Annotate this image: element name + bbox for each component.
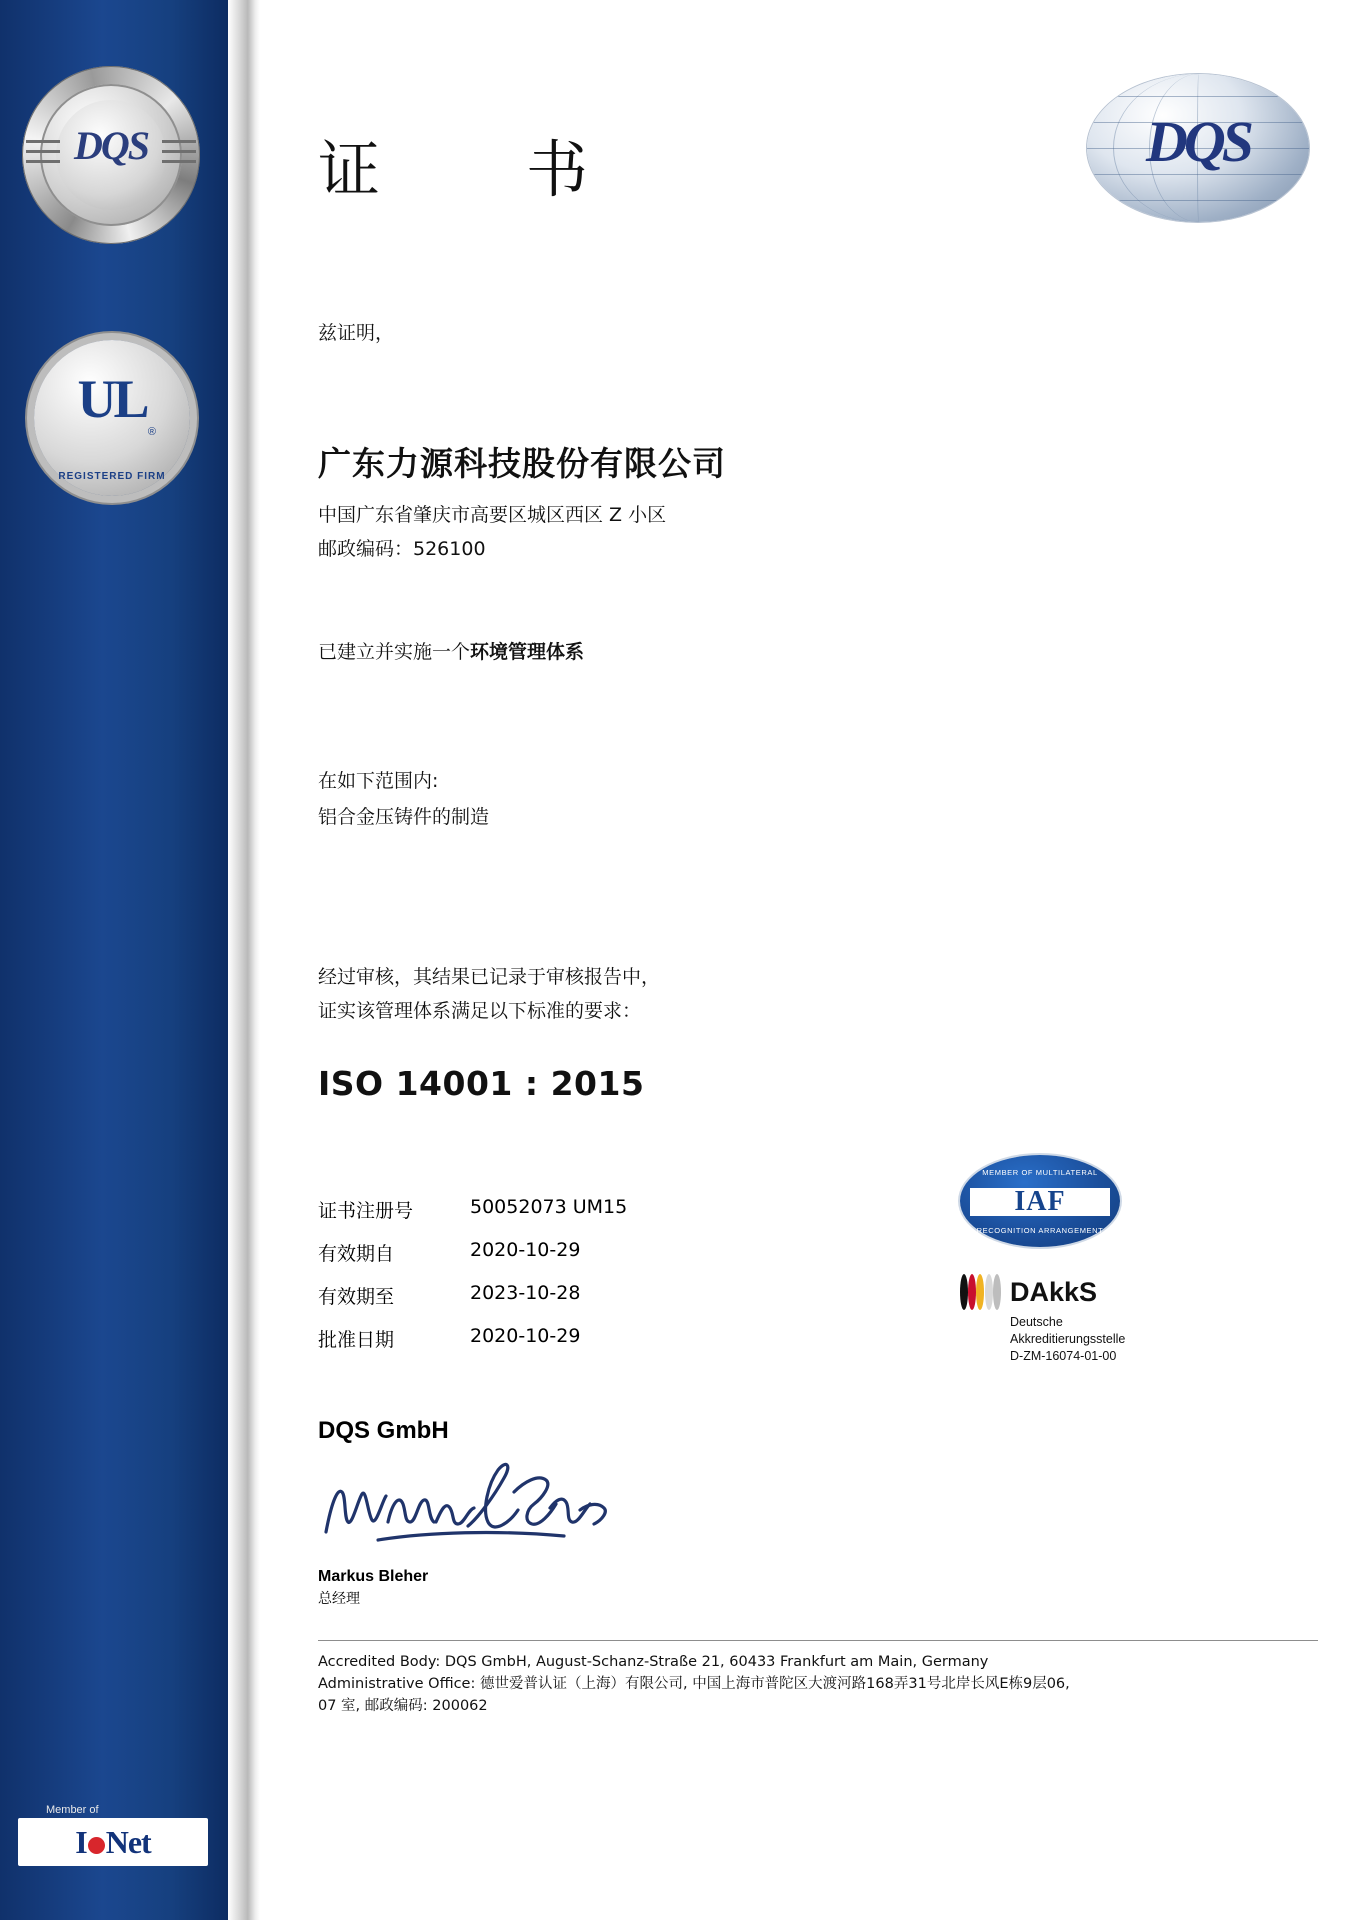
iqnet-logo xyxy=(18,1804,208,1868)
ul-arc-text: REGISTERED FIRM xyxy=(58,471,166,482)
iqnet-wordmark xyxy=(75,1824,150,1861)
company-postal-code: 邮政编码：526100 xyxy=(318,538,486,560)
dakks-logo xyxy=(960,1270,1180,1365)
globe-wordmark: DQS xyxy=(1145,109,1251,174)
iaf-wordmark: IAF xyxy=(1014,1186,1066,1217)
page-title: 证 书 xyxy=(318,133,631,206)
footer-administrative-office-cont: 07 室, 邮政编码: 200062 xyxy=(318,1697,488,1714)
iaf-logo xyxy=(960,1155,1120,1247)
signer-name: Markus Bleher xyxy=(318,1568,429,1585)
detail-label-issue-date: 批准日期 xyxy=(318,1329,395,1351)
dakks-stripe-2 xyxy=(968,1274,976,1310)
iaf-bottom-text: RECOGNITION ARRANGEMENT xyxy=(976,1226,1104,1235)
detail-value-registration: 50052073 UM15 xyxy=(470,1196,628,1218)
footer-block xyxy=(318,1652,1328,1717)
detail-label-valid-until: 有效期至 xyxy=(318,1286,395,1308)
dakks-subtitle xyxy=(1010,1314,1180,1365)
dakks-stripe-5 xyxy=(993,1274,1001,1310)
management-system-statement xyxy=(318,637,584,664)
detail-value-valid-until: 2023-10-28 xyxy=(470,1282,581,1304)
scope-label: 在如下范围内: xyxy=(318,770,439,792)
iaf-band xyxy=(970,1188,1110,1216)
ul-registered-firm-icon xyxy=(34,340,190,496)
certificate-details-table xyxy=(318,1196,627,1368)
dakks-accreditation-number: D-ZM-16074-01-00 xyxy=(1010,1348,1117,1363)
detail-value-valid-from: 2020-10-29 xyxy=(470,1239,581,1261)
band-edge-gradient xyxy=(228,0,260,1920)
detail-label-valid-from: 有效期自 xyxy=(318,1243,395,1265)
left-decorative-band xyxy=(0,0,228,1920)
iqnet-wordmark-box xyxy=(18,1818,208,1866)
issuer-name: DQS GmbH xyxy=(318,1417,449,1444)
ul-letters: UL xyxy=(77,369,147,429)
signer-role: 总经理 xyxy=(318,1591,360,1607)
footer-divider xyxy=(318,1640,1318,1641)
detail-label-registration: 证书注册号 xyxy=(318,1200,414,1222)
company-name: 广东力源科技股份有限公司 xyxy=(318,444,726,483)
iqnet-name-right: Net xyxy=(105,1823,151,1860)
dakks-stripe-1 xyxy=(960,1274,968,1310)
certificate-sheet xyxy=(260,0,1357,1920)
scope-text: 铝合金压铸件的制造 xyxy=(318,806,490,828)
table-row xyxy=(318,1282,627,1325)
table-row xyxy=(318,1196,627,1239)
standard-name: ISO 14001 : 2015 xyxy=(318,1064,645,1103)
statement-prefix: 已建立并实施一个 xyxy=(318,641,471,663)
footer-accredited-body: Accredited Body: DQS GmbH, August-Schanz-Straße 21, 60433 Frankfurt am Main, Germany xyxy=(318,1654,989,1670)
company-address-line-1: 中国广东省肇庆市高要区城区西区 Z 小区 xyxy=(318,504,667,526)
dakks-subtitle-line-2: Akkreditierungsstelle xyxy=(1010,1331,1126,1346)
dqs-globe-logo xyxy=(1087,74,1309,222)
statement-system-type: 环境管理体系 xyxy=(470,641,585,663)
table-row xyxy=(318,1239,627,1282)
dakks-stripe-4 xyxy=(985,1274,993,1310)
signature-image xyxy=(318,1452,618,1562)
dakks-subtitle-line-1: Deutsche xyxy=(1010,1315,1063,1329)
dakks-wordmark: DAkkS xyxy=(1010,1276,1098,1307)
dakks-mark-icon xyxy=(960,1270,1004,1314)
ul-registered-mark: ® xyxy=(147,426,156,438)
dqs-seal-wordmark: DQS xyxy=(73,123,149,168)
audit-statement-line-1: 经过审核，其结果已记录于审核报告中， xyxy=(318,966,661,988)
table-row xyxy=(318,1325,627,1368)
iqnet-member-label: Member of xyxy=(46,1804,99,1816)
audit-statement-line-2: 证实该管理体系满足以下标准的要求： xyxy=(318,1000,642,1022)
dqs-seal-logo xyxy=(22,66,200,244)
dakks-title-row xyxy=(960,1270,1180,1314)
iqnet-dot-icon xyxy=(88,1837,105,1854)
detail-value-issue-date: 2020-10-29 xyxy=(470,1325,581,1347)
dakks-stripe-3 xyxy=(976,1274,984,1310)
intro-text: 兹证明， xyxy=(318,322,395,344)
iaf-top-text: MEMBER OF MULTILATERAL xyxy=(982,1168,1098,1177)
footer-administrative-office: Administrative Office: 德世爱普认证（上海）有限公司, 中国上海市普陀区大渡河路168弄31号北岸长风E栋9层06, xyxy=(318,1675,1070,1692)
iqnet-name-left: I xyxy=(75,1823,87,1860)
